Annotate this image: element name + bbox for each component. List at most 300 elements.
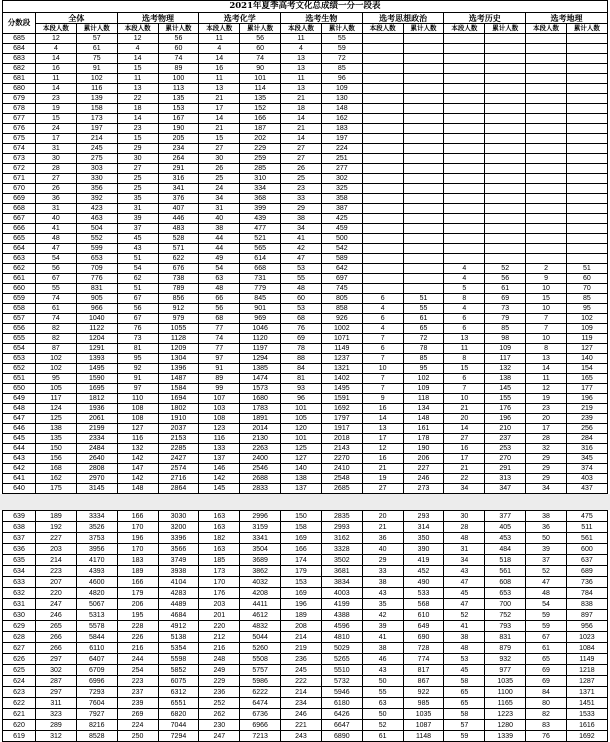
score-column-header: 分数段	[3, 13, 36, 34]
count-cell: 76	[117, 324, 158, 334]
cumulative-cell: 1084	[566, 643, 607, 654]
count-cell: 20	[362, 511, 403, 522]
cumulative-cell: 6551	[158, 698, 199, 709]
count-cell: 14	[36, 84, 77, 94]
cumulative-cell	[403, 174, 444, 184]
cumulative-cell: 90	[240, 64, 281, 74]
count-cell: 170	[199, 577, 240, 588]
cumulative-cell: 977	[485, 665, 526, 676]
cumulative-cell: 858	[321, 304, 362, 314]
score-cell: 683	[3, 54, 36, 64]
count-cell	[526, 174, 567, 184]
score-cell: 668	[3, 204, 36, 214]
table-row	[3, 114, 608, 124]
count-cell: 58	[444, 709, 485, 720]
count-cell: 24	[36, 124, 77, 134]
count-cell	[526, 194, 567, 204]
count-cell: 125	[36, 414, 77, 424]
count-cell: 246	[36, 610, 77, 621]
cumulative-cell: 1204	[76, 334, 117, 344]
cumulative-cell: 2130	[240, 434, 281, 444]
count-cell: 10	[526, 304, 567, 314]
cumulative-cell	[403, 184, 444, 194]
count-cell: 65	[444, 687, 485, 698]
count-cell: 15	[444, 364, 485, 374]
cumulative-cell: 1218	[566, 665, 607, 676]
cumulative-cell: 4104	[158, 577, 199, 588]
count-cell: 124	[36, 404, 77, 414]
cumulative-cell: 109	[485, 344, 526, 354]
cumulative-cell: 253	[485, 444, 526, 454]
count-cell: 37	[117, 224, 158, 234]
count-cell: 35	[117, 194, 158, 204]
cumulative-cell	[403, 154, 444, 164]
count-cell	[362, 94, 403, 104]
cumulative-cell: 264	[158, 154, 199, 164]
cumulative-cell: 1035	[485, 676, 526, 687]
table-row	[3, 254, 608, 264]
cumulative-cell: 56	[485, 274, 526, 284]
count-cell: 48	[36, 234, 77, 244]
count-cell	[362, 224, 403, 234]
table-row	[3, 34, 608, 44]
cumulative-cell: 3834	[321, 577, 362, 588]
count-cell: 11	[199, 74, 240, 84]
cumulative-cell	[485, 124, 526, 134]
count-cell: 19	[362, 474, 403, 484]
count-cell: 30	[199, 154, 240, 164]
count-cell: 48	[526, 588, 567, 599]
cumulative-cell: 1197	[240, 344, 281, 354]
cumulative-cell	[485, 74, 526, 84]
count-cell: 21	[199, 124, 240, 134]
cumulative-cell: 4912	[158, 621, 199, 632]
cumulative-cell	[403, 144, 444, 154]
table-row	[3, 454, 608, 464]
count-cell: 15	[199, 134, 240, 144]
cumulative-cell	[403, 244, 444, 254]
cumulative-cell: 109	[566, 324, 607, 334]
cumulative-cell: 668	[240, 264, 281, 274]
cumulative-cell: 7604	[76, 698, 117, 709]
cumulative-cell: 752	[485, 610, 526, 621]
cumulative-cell: 102	[76, 74, 117, 84]
cumulative-cell	[485, 164, 526, 174]
count-cell: 45	[444, 665, 485, 676]
count-cell: 95	[36, 374, 77, 384]
count-cell: 50	[526, 533, 567, 544]
cumulative-cell: 89	[158, 64, 199, 74]
count-cell: 97	[199, 354, 240, 364]
count-cell: 127	[281, 454, 322, 464]
cumulative-cell	[403, 234, 444, 244]
cumulative-cell: 7213	[240, 731, 281, 742]
count-cell: 150	[36, 444, 77, 454]
count-cell: 44	[199, 234, 240, 244]
cumulative-cell: 177	[566, 384, 607, 394]
count-cell: 101	[281, 434, 322, 444]
cumulative-cell: 6890	[321, 731, 362, 742]
cumulative-cell: 132	[485, 364, 526, 374]
table-row	[3, 244, 608, 254]
count-cell	[526, 124, 567, 134]
cumulative-cell: 1148	[403, 731, 444, 742]
cumulative-cell: 2546	[240, 464, 281, 474]
count-cell: 214	[36, 555, 77, 566]
cumulative-cell: 5508	[240, 654, 281, 665]
cumulative-cell: 1087	[403, 720, 444, 731]
cumulative-cell	[566, 94, 607, 104]
count-cell: 32	[526, 444, 567, 454]
cumulative-cell: 390	[403, 544, 444, 555]
count-cell: 87	[36, 344, 77, 354]
count-cell: 19	[36, 104, 77, 114]
cumulative-cell: 1304	[158, 354, 199, 364]
count-cell: 23	[281, 184, 322, 194]
count-cell: 137	[281, 484, 322, 494]
count-cell: 11	[36, 74, 77, 84]
cumulative-cell: 2716	[158, 474, 199, 484]
cumulative-cell	[566, 174, 607, 184]
table-row	[3, 588, 608, 599]
count-cell	[444, 84, 485, 94]
cumulative-cell	[566, 54, 607, 64]
table-row	[3, 621, 608, 632]
cumulative-cell: 52	[485, 264, 526, 274]
cumulative-cell: 568	[403, 599, 444, 610]
sub-header-count: 本段人数	[199, 24, 240, 34]
count-cell: 302	[36, 665, 77, 676]
cumulative-cell: 709	[76, 264, 117, 274]
count-cell: 34	[526, 484, 567, 494]
cumulative-cell: 477	[240, 224, 281, 234]
count-cell: 158	[281, 522, 322, 533]
count-cell: 7	[362, 354, 403, 364]
count-cell: 195	[117, 610, 158, 621]
cumulative-cell: 85	[566, 294, 607, 304]
cumulative-cell	[403, 104, 444, 114]
count-cell: 14	[526, 364, 567, 374]
cumulative-cell: 148	[321, 104, 362, 114]
cumulative-cell	[485, 64, 526, 74]
cumulative-cell: 4170	[76, 555, 117, 566]
cumulative-cell: 210	[485, 424, 526, 434]
count-cell: 107	[199, 394, 240, 404]
cumulative-cell: 459	[321, 224, 362, 234]
table-row	[3, 104, 608, 114]
cumulative-cell: 6075	[158, 676, 199, 687]
score-cell: 674	[3, 144, 36, 154]
count-cell: 11	[526, 374, 567, 384]
count-cell: 135	[36, 434, 77, 444]
cumulative-cell: 521	[240, 234, 281, 244]
cumulative-cell: 153	[158, 104, 199, 114]
cumulative-cell: 453	[485, 533, 526, 544]
count-cell: 147	[117, 464, 158, 474]
cumulative-cell: 3504	[240, 544, 281, 555]
cumulative-cell: 608	[485, 577, 526, 588]
count-cell: 17	[444, 454, 485, 464]
count-cell: 68	[199, 314, 240, 324]
cumulative-cell: 1287	[566, 676, 607, 687]
cumulative-cell: 1321	[321, 364, 362, 374]
cumulative-cell: 676	[158, 264, 199, 274]
count-cell: 226	[117, 632, 158, 643]
count-cell: 214	[281, 632, 322, 643]
count-cell: 33	[362, 566, 403, 577]
count-cell: 54	[117, 264, 158, 274]
count-cell: 6	[362, 344, 403, 354]
table-body-bottom	[3, 511, 608, 742]
sub-header-cumulative: 累计人数	[403, 24, 444, 34]
sub-header-cumulative: 累计人数	[240, 24, 281, 34]
cumulative-cell	[403, 44, 444, 54]
count-cell	[362, 84, 403, 94]
score-cell: 645	[3, 434, 36, 444]
cumulative-cell: 912	[158, 304, 199, 314]
score-cell: 646	[3, 424, 36, 434]
cumulative-cell: 139	[76, 94, 117, 104]
cumulative-cell: 109	[403, 384, 444, 394]
cumulative-cell: 5313	[76, 610, 117, 621]
cumulative-cell: 599	[76, 244, 117, 254]
count-cell: 25	[117, 174, 158, 184]
cumulative-cell: 302	[321, 174, 362, 184]
count-cell: 212	[199, 632, 240, 643]
count-cell: 297	[36, 687, 77, 698]
table-row	[3, 384, 608, 394]
cumulative-cell: 2270	[321, 454, 362, 464]
cumulative-cell: 600	[566, 544, 607, 555]
score-cell: 648	[3, 404, 36, 414]
count-cell: 76	[281, 324, 322, 334]
cumulative-cell: 3200	[158, 522, 199, 533]
count-cell: 34	[199, 194, 240, 204]
cumulative-cell: 774	[403, 654, 444, 665]
cumulative-cell: 4199	[321, 599, 362, 610]
cumulative-cell: 1128	[158, 334, 199, 344]
cumulative-cell: 116	[76, 84, 117, 94]
cumulative-cell: 6407	[76, 654, 117, 665]
score-cell: 649	[3, 394, 36, 404]
cumulative-cell: 72	[403, 334, 444, 344]
count-cell	[362, 114, 403, 124]
score-cell: 635	[3, 555, 36, 566]
count-cell: 82	[36, 334, 77, 344]
count-cell	[362, 34, 403, 44]
count-cell: 220	[36, 588, 77, 599]
cumulative-cell: 6110	[76, 643, 117, 654]
table-row	[3, 134, 608, 144]
count-cell: 244	[117, 654, 158, 665]
table-row	[3, 654, 608, 665]
score-cell: 684	[3, 44, 36, 54]
cumulative-cell: 1533	[566, 709, 607, 720]
score-cell: 677	[3, 114, 36, 124]
count-cell: 19	[526, 394, 567, 404]
cumulative-cell	[403, 264, 444, 274]
cumulative-cell: 3566	[158, 544, 199, 555]
cumulative-cell: 347	[485, 484, 526, 494]
score-table-bottom	[2, 510, 608, 742]
table-row	[3, 184, 608, 194]
count-cell: 21	[444, 404, 485, 414]
count-cell: 31	[199, 204, 240, 214]
cumulative-cell: 256	[566, 424, 607, 434]
cumulative-cell: 91	[76, 64, 117, 74]
count-cell: 16	[362, 454, 403, 464]
count-cell: 224	[117, 720, 158, 731]
cumulative-cell: 4393	[76, 566, 117, 577]
cumulative-cell: 490	[403, 577, 444, 588]
cumulative-cell: 69	[485, 294, 526, 304]
count-cell: 99	[199, 384, 240, 394]
sub-header-cumulative: 累计人数	[76, 24, 117, 34]
count-cell: 23	[36, 94, 77, 104]
count-cell	[526, 154, 567, 164]
cumulative-cell: 102	[566, 314, 607, 324]
score-cell: 637	[3, 533, 36, 544]
cumulative-cell: 95	[566, 304, 607, 314]
count-cell: 25	[281, 174, 322, 184]
cumulative-cell: 1100	[485, 687, 526, 698]
cumulative-cell: 119	[566, 334, 607, 344]
count-cell: 60	[281, 294, 322, 304]
cumulative-cell: 155	[485, 394, 526, 404]
cumulative-cell	[566, 234, 607, 244]
score-cell: 623	[3, 687, 36, 698]
table-row	[3, 731, 608, 742]
cumulative-cell	[403, 54, 444, 64]
count-cell: 41	[281, 234, 322, 244]
count-cell: 40	[199, 214, 240, 224]
count-cell: 61	[362, 731, 403, 742]
cumulative-cell: 1487	[158, 374, 199, 384]
score-cell: 628	[3, 632, 36, 643]
count-cell: 13	[281, 64, 322, 74]
cumulative-cell: 2014	[240, 424, 281, 434]
count-cell: 31	[36, 144, 77, 154]
count-cell	[444, 74, 485, 84]
count-cell: 73	[117, 334, 158, 344]
table-row	[3, 304, 608, 314]
cumulative-cell: 5986	[240, 676, 281, 687]
cumulative-cell: 3753	[76, 533, 117, 544]
cumulative-cell: 113	[158, 84, 199, 94]
count-cell: 96	[281, 394, 322, 404]
count-cell: 45	[117, 234, 158, 244]
cumulative-cell: 4388	[321, 610, 362, 621]
score-cell: 622	[3, 698, 36, 709]
cumulative-cell	[566, 194, 607, 204]
cumulative-cell: 4283	[158, 588, 199, 599]
cumulative-cell: 483	[158, 224, 199, 234]
count-cell: 228	[117, 621, 158, 632]
count-cell: 12	[36, 34, 77, 44]
cumulative-cell: 3862	[240, 566, 281, 577]
count-cell: 312	[36, 731, 77, 742]
count-cell: 53	[444, 654, 485, 665]
cumulative-cell: 229	[240, 144, 281, 154]
count-cell: 206	[117, 599, 158, 610]
count-cell: 42	[362, 610, 403, 621]
count-cell: 43	[444, 566, 485, 577]
group-header-all: 全体	[36, 13, 118, 24]
count-cell	[444, 34, 485, 44]
cumulative-cell: 637	[566, 555, 607, 566]
cumulative-cell: 5946	[321, 687, 362, 698]
table-row	[3, 154, 608, 164]
cumulative-cell: 3681	[321, 566, 362, 577]
score-cell: 630	[3, 610, 36, 621]
cumulative-cell: 1165	[485, 698, 526, 709]
count-cell: 236	[199, 687, 240, 698]
table-row	[3, 709, 608, 720]
cumulative-cell: 140	[566, 354, 607, 364]
count-cell: 182	[199, 533, 240, 544]
count-cell: 47	[444, 577, 485, 588]
score-cell: 626	[3, 654, 36, 665]
count-cell: 28	[444, 522, 485, 533]
cumulative-cell: 1936	[76, 404, 117, 414]
cumulative-cell: 425	[321, 214, 362, 224]
count-cell: 14	[362, 414, 403, 424]
cumulative-cell: 1812	[76, 394, 117, 404]
cumulative-cell: 1802	[158, 404, 199, 414]
cumulative-cell: 214	[76, 134, 117, 144]
cumulative-cell: 6966	[240, 720, 281, 731]
cumulative-cell: 3749	[158, 555, 199, 566]
sub-header-cumulative: 累计人数	[321, 24, 362, 34]
count-cell: 67	[526, 632, 567, 643]
cumulative-cell: 2685	[321, 484, 362, 494]
cumulative-cell: 1891	[240, 414, 281, 424]
score-cell: 665	[3, 234, 36, 244]
count-cell: 21	[199, 94, 240, 104]
cumulative-cell: 5260	[240, 643, 281, 654]
cumulative-cell	[485, 94, 526, 104]
count-cell: 61	[36, 304, 77, 314]
cumulative-cell	[566, 144, 607, 154]
cumulative-cell: 291	[485, 464, 526, 474]
score-cell: 666	[3, 224, 36, 234]
count-cell	[444, 214, 485, 224]
cumulative-cell: 325	[321, 184, 362, 194]
count-cell: 247	[199, 731, 240, 742]
count-cell: 102	[36, 364, 77, 374]
cumulative-cell: 2835	[321, 511, 362, 522]
score-cell: 682	[3, 64, 36, 74]
cumulative-cell: 313	[485, 474, 526, 484]
count-cell: 28	[526, 434, 567, 444]
count-cell	[444, 124, 485, 134]
count-cell: 47	[36, 244, 77, 254]
count-cell: 120	[281, 424, 322, 434]
cumulative-cell: 518	[485, 555, 526, 566]
count-cell: 105	[36, 384, 77, 394]
cumulative-cell: 1573	[240, 384, 281, 394]
sub-header-count: 本段人数	[444, 24, 485, 34]
cumulative-cell: 1035	[403, 709, 444, 720]
cumulative-cell: 234	[158, 144, 199, 154]
score-cell: 663	[3, 254, 36, 264]
count-cell: 27	[362, 484, 403, 494]
score-cell: 681	[3, 74, 36, 84]
cumulative-cell: 356	[76, 184, 117, 194]
score-cell: 671	[3, 174, 36, 184]
score-cell: 621	[3, 709, 36, 720]
count-cell	[444, 174, 485, 184]
